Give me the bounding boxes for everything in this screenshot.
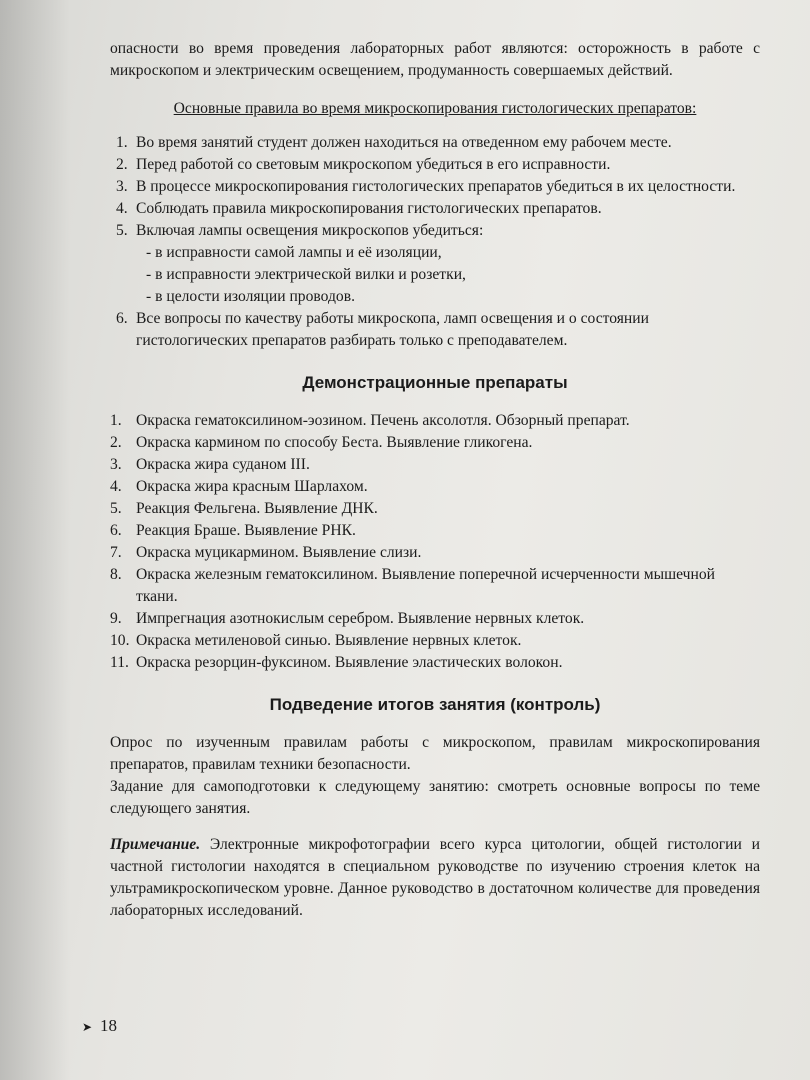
sub-item: - в исправности электрической вилки и розетки, (146, 266, 466, 283)
list-item: 5. Включая лампы освещения микроскопов убедиться: - в исправности самой лампы и её изоляции, - в исправности электрической вилки и розетки, - в целости изоляции проводов. (110, 220, 760, 308)
list-item: 1. Во время занятий студент должен находиться на отведенном ему рабочем месте. (116, 134, 672, 151)
rules-list (110, 132, 760, 352)
note-paragraph (110, 834, 760, 922)
rules-heading (110, 98, 760, 120)
page-corner-mark-icon: ➤ (82, 1020, 93, 1034)
page-shadow (0, 0, 70, 1080)
list-item: 11. Окраска резорцин-фуксином. Выявление эластических волокон. (110, 654, 563, 671)
list-item: 2. Окраска кармином по способу Беста. Выявление гликогена. (110, 434, 533, 451)
list-item: 3. В процессе микроскопирования гистологических препаратов убедиться в их целостности. (116, 178, 736, 195)
list-item: 1. Окраска гематоксилином-эозином. Печень аксолотля. Обзорный препарат. (110, 412, 630, 429)
page-number: 18 (100, 1016, 117, 1035)
sub-item: - в исправности самой лампы и её изоляции, (146, 244, 442, 261)
list-item: 4. Окраска жира красным Шарлахом. (110, 478, 368, 495)
summary-paragraph: Опрос по изученным правилам работы с микроскопом, правилам микроскопирования препаратов, правилам техники безопасности. (110, 734, 760, 773)
demo-heading: Демонстрационные препараты (302, 373, 568, 392)
list-item: 8. Окраска железным гематоксилином. Выявление поперечной исчерченности мышечной ткани. (110, 566, 716, 605)
rules-heading-text: Основные правила во время микроскопирования гистологических препаратов: (173, 100, 697, 117)
list-item: 6. Все вопросы по качеству работы микроскопа, ламп освещения и о состоянии гистологических препаратов разбирать только с преподавателем. (116, 310, 649, 349)
list-item: 2. Перед работой со световым микроскопом убедиться в его исправности. (116, 156, 611, 173)
list-item: 6. Реакция Браше. Выявление РНК. (110, 522, 356, 539)
intro-paragraph: опасности во время проведения лабораторных работ являются: осторожность в работе с микроскопом и электрическим освещением, продуманность совершаемых действий. (110, 40, 760, 79)
summary-heading: Подведение итогов занятия (контроль) (269, 695, 601, 714)
list-item: 7. Окраска муцикармином. Выявление слизи. (110, 544, 422, 561)
list-item: 3. Окраска жира суданом III. (110, 456, 310, 473)
sub-item: - в целости изоляции проводов. (146, 288, 355, 305)
page-content (110, 38, 760, 922)
note-text: Электронные микрофотографии всего курса цитологии, общей гистологии и частной гистологии находятся в специальном руководстве по изучению строения клеток на ультрамикроскопическом уровне. Данное руководство в достаточном количестве для проведения лабораторных исследований. (110, 836, 760, 919)
list-item: 4. Соблюдать правила микроскопирования гистологических препаратов. (116, 200, 602, 217)
homework-paragraph: Задание для самоподготовки к следующему занятию: смотреть основные вопросы по теме следующего занятия. (110, 778, 760, 817)
list-item: 5. Реакция Фельгена. Выявление ДНК. (110, 500, 378, 517)
list-item: 10. Окраска метиленовой синью. Выявление нервных клеток. (110, 632, 522, 649)
note-label: Примечание. (110, 836, 201, 853)
list-item: 9. Импрегнация азотнокислым серебром. Выявление нервных клеток. (110, 610, 585, 627)
demo-list (110, 410, 760, 674)
